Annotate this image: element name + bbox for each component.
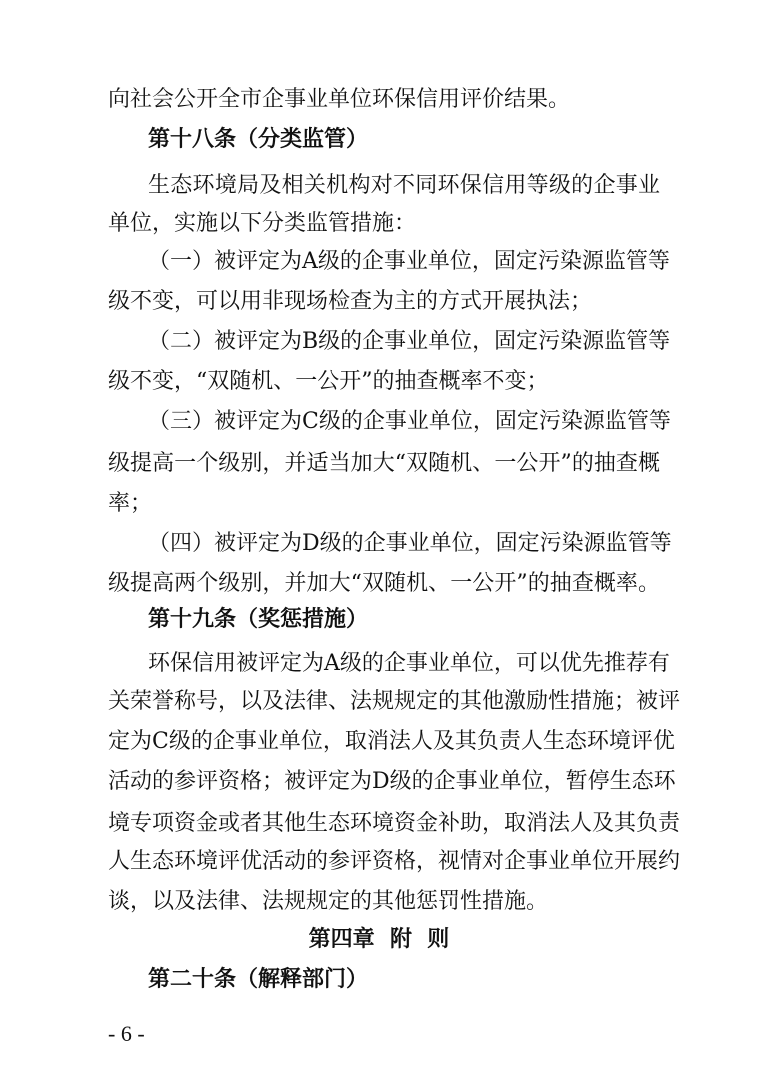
paragraph-line: 向社会公开全市企事业单位环保信用评价结果。 <box>108 87 571 112</box>
paragraph-line: 环保信用被评定为A级的企事业单位，可以优先推荐有 <box>148 651 670 676</box>
paragraph-line: 谈，以及法律、法规规定的其他惩罚性措施。 <box>108 889 549 914</box>
paragraph-line: 活动的参评资格；被评定为D级的企事业单位，暂停生态环 <box>108 769 676 794</box>
paragraph-line: 单位，实施以下分类监管措施： <box>108 211 417 236</box>
paragraph-line: 级提高两个级别，并加大“双随机、一公开”的抽查概率。 <box>108 571 660 596</box>
chapter-heading: 第四章 附 则 <box>308 927 450 952</box>
paragraph-line: 境专项资金或者其他生态环境资金补助，取消法人及其负责 <box>108 811 681 836</box>
article-heading-18: 第十八条（分类监管） <box>148 127 369 152</box>
paragraph-line: （一）被评定为A级的企事业单位，固定污染源监管等 <box>148 249 670 274</box>
paragraph-line: 关荣誉称号，以及法律、法规规定的其他激励性措施；被评 <box>108 689 681 714</box>
paragraph-line: 率； <box>108 491 153 516</box>
paragraph-line: （三）被评定为C级的企事业单位，固定污染源监管等 <box>148 409 671 434</box>
paragraph-line: 级不变，“双随机、一公开”的抽查概率不变； <box>108 369 549 394</box>
paragraph-line: 级不变，可以用非现场检查为主的方式开展执法； <box>108 289 593 314</box>
article-heading-20: 第二十条（解释部门） <box>148 967 369 992</box>
paragraph-line: （二）被评定为B级的企事业单位，固定污染源监管等 <box>148 329 671 354</box>
article-heading-19: 第十九条（奖惩措施） <box>148 607 369 632</box>
paragraph-line: 生态环境局及相关机构对不同环保信用等级的企事业 <box>148 173 660 198</box>
page-number: - 6 - <box>108 1021 145 1046</box>
paragraph-line: （四）被评定为D级的企事业单位，固定污染源监管等 <box>148 531 672 556</box>
paragraph-line: 人生态环境评优活动的参评资格，视情对企事业单位开展约 <box>108 849 681 874</box>
paragraph-line: 定为C级的企事业单位，取消法人及其负责人生态环境评优 <box>108 729 675 754</box>
paragraph-line: 级提高一个级别，并适当加大“双随机、一公开”的抽查概 <box>108 451 660 476</box>
